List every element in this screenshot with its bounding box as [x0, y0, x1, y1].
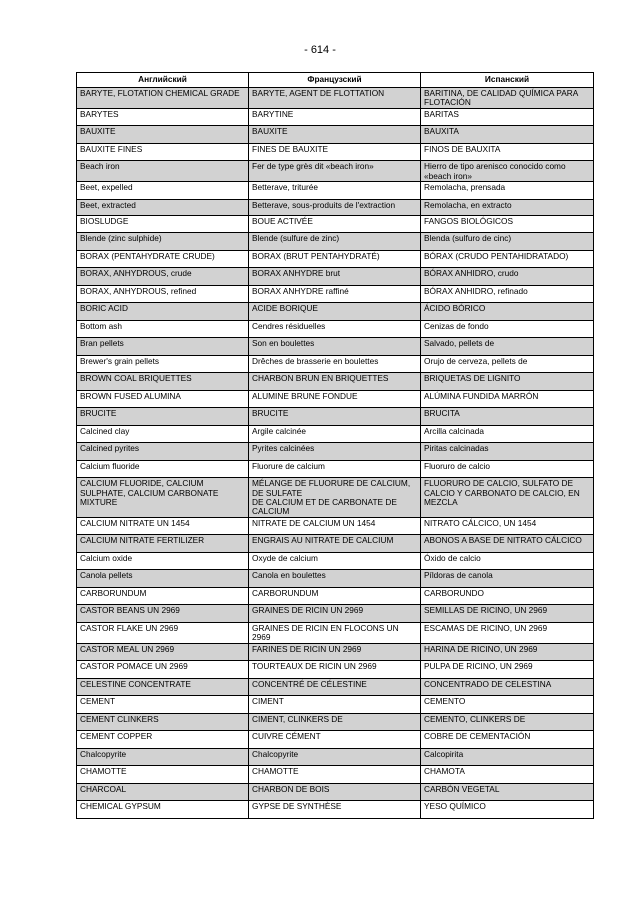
english-term: Bottom ash	[77, 320, 249, 338]
french-term: BORAX (BRUT PENTAHYDRATÉ)	[249, 250, 421, 268]
table-row	[77, 408, 594, 426]
spanish-term: CONCENTRADO DE CELESTINA	[421, 678, 594, 696]
spanish-term: BARITAS	[421, 108, 594, 126]
spanish-term: FANGOS BIOLÓGICOS	[421, 215, 594, 233]
english-term: CALCIUM FLUORIDE, CALCIUM SULPHATE, CALCIUM CARBONATE MIXTURE	[77, 478, 249, 518]
french-term: CHARBON BRUN EN BRIQUETTES	[249, 373, 421, 391]
french-term: GYPSE DE SYNTHÈSE	[249, 801, 421, 819]
spanish-term: FINOS DE BAUXITA	[421, 143, 594, 161]
table-row	[77, 182, 594, 200]
french-term: TOURTEAUX DE RICIN UN 2969	[249, 661, 421, 679]
french-term: CHARBON DE BOIS	[249, 783, 421, 801]
french-term: CARBORUNDUM	[249, 587, 421, 605]
table-row	[77, 108, 594, 126]
english-term: Calcium oxide	[77, 552, 249, 570]
table-row	[77, 303, 594, 321]
french-term: Oxyde de calcium	[249, 552, 421, 570]
table-row	[77, 199, 594, 215]
english-term: BAUXITE FINES	[77, 143, 249, 161]
english-term: BORAX (PENTAHYDRATE CRUDE)	[77, 250, 249, 268]
french-term: Argile calcinée	[249, 425, 421, 443]
spanish-term: BÓRAX (CRUDO PENTAHIDRATADO)	[421, 250, 594, 268]
table-row	[77, 143, 594, 161]
table-row	[77, 373, 594, 391]
table-row	[77, 661, 594, 679]
english-term: CALCIUM NITRATE FERTILIZER	[77, 535, 249, 553]
table-row	[77, 320, 594, 338]
french-term: BOUE ACTIVÉE	[249, 215, 421, 233]
spanish-term: CARBÓN VEGETAL	[421, 783, 594, 801]
english-term: CHARCOAL	[77, 783, 249, 801]
english-term: BRUCITE	[77, 408, 249, 426]
french-term: CUIVRE CÉMENT	[249, 731, 421, 749]
table-row	[77, 570, 594, 588]
spanish-term: ÁCIDO BÓRICO	[421, 303, 594, 321]
spanish-term: PULPA DE RICINO, UN 2969	[421, 661, 594, 679]
spanish-term: BÓRAX ANHIDRO, crudo	[421, 268, 594, 286]
spanish-term: Remolacha, prensada	[421, 182, 594, 200]
table-row	[77, 268, 594, 286]
french-term: CIMENT	[249, 696, 421, 714]
english-term: Blende (zinc sulphide)	[77, 233, 249, 251]
english-term: BIOSLUDGE	[77, 215, 249, 233]
glossary-table	[76, 72, 594, 819]
english-term: CEMENT COPPER	[77, 731, 249, 749]
table-row	[77, 250, 594, 268]
table-row	[77, 338, 594, 356]
english-term: CARBORUNDUM	[77, 587, 249, 605]
french-term: Son en boulettes	[249, 338, 421, 356]
english-term: BORAX, ANHYDROUS, crude	[77, 268, 249, 286]
french-term: BORAX ANHYDRE raffiné	[249, 285, 421, 303]
english-term: Beach iron	[77, 161, 249, 182]
french-term: Pyrites calcinées	[249, 443, 421, 461]
table-row	[77, 678, 594, 696]
spanish-term: FLUORURO DE CALCIO, SULFATO DE CALCIO Y CARBONATO DE CALCIO, EN MEZCLA	[421, 478, 594, 518]
french-term: GRAINES DE RICIN UN 2969	[249, 605, 421, 623]
spanish-term: CARBORUNDO	[421, 587, 594, 605]
english-term: CASTOR POMACE UN 2969	[77, 661, 249, 679]
spanish-term: BRUCITA	[421, 408, 594, 426]
table-row	[77, 643, 594, 661]
english-term: BARYTE, FLOTATION CHEMICAL GRADE	[77, 88, 249, 109]
english-term: Beet, expelled	[77, 182, 249, 200]
english-term: CHEMICAL GYPSUM	[77, 801, 249, 819]
english-term: BARYTES	[77, 108, 249, 126]
table-row	[77, 460, 594, 478]
english-term: Calcined clay	[77, 425, 249, 443]
french-term: Cendres résiduelles	[249, 320, 421, 338]
column-header-spanish: Испанский	[421, 73, 594, 88]
table-row	[77, 126, 594, 144]
spanish-term: HARINA DE RICINO, UN 2969	[421, 643, 594, 661]
english-term: CALCIUM NITRATE UN 1454	[77, 517, 249, 535]
spanish-term: BÓRAX ANHIDRO, refinado	[421, 285, 594, 303]
table-row	[77, 517, 594, 535]
table-row	[77, 355, 594, 373]
french-term: MÉLANGE DE FLUORURE DE CALCIUM, DE SULFATE DE CALCIUM ET DE CARBONATE DE CALCIUM	[249, 478, 421, 518]
table-row	[77, 425, 594, 443]
table-row	[77, 622, 594, 643]
spanish-term: Blenda (sulfuro de cinc)	[421, 233, 594, 251]
english-term: BORAX, ANHYDROUS, refined	[77, 285, 249, 303]
column-header-french: Французский	[249, 73, 421, 88]
table-row	[77, 766, 594, 784]
english-term: Beet, extracted	[77, 199, 249, 215]
english-term: BORIC ACID	[77, 303, 249, 321]
french-term: FARINES DE RICIN UN 2969	[249, 643, 421, 661]
table-row	[77, 552, 594, 570]
spanish-term: Salvado, pellets de	[421, 338, 594, 356]
spanish-term: Hierro de tipo arenisco conocido como «beach iron»	[421, 161, 594, 182]
spanish-term: Calcopirita	[421, 748, 594, 766]
spanish-term: Remolacha, en extracto	[421, 199, 594, 215]
english-term: Canola pellets	[77, 570, 249, 588]
table-row	[77, 478, 594, 518]
french-term: NITRATE DE CALCIUM UN 1454	[249, 517, 421, 535]
french-term: BAUXITE	[249, 126, 421, 144]
table-row	[77, 731, 594, 749]
french-term: Chalcopyrite	[249, 748, 421, 766]
french-term: BARYTE, AGENT DE FLOTTATION	[249, 88, 421, 109]
spanish-term: Píldoras de canola	[421, 570, 594, 588]
table-row	[77, 535, 594, 553]
table-row	[77, 801, 594, 819]
table-row	[77, 88, 594, 109]
table-row	[77, 748, 594, 766]
table-row	[77, 696, 594, 714]
english-term: BROWN FUSED ALUMINA	[77, 390, 249, 408]
spanish-term: COBRE DE CEMENTACIÓN	[421, 731, 594, 749]
spanish-term: CHAMOTA	[421, 766, 594, 784]
french-term: FINES DE BAUXITE	[249, 143, 421, 161]
english-term: CHAMOTTE	[77, 766, 249, 784]
french-term: Blende (sulfure de zinc)	[249, 233, 421, 251]
table-row	[77, 161, 594, 182]
english-term: CEMENT CLINKERS	[77, 713, 249, 731]
spanish-term: YESO QUÍMICO	[421, 801, 594, 819]
french-term: BARYTINE	[249, 108, 421, 126]
english-term: Calcium fluoride	[77, 460, 249, 478]
french-term: ACIDE BORIQUE	[249, 303, 421, 321]
spanish-term: SEMILLAS DE RICINO, UN 2969	[421, 605, 594, 623]
spanish-term: ALÚMINA FUNDIDA MARRÓN	[421, 390, 594, 408]
english-term: CASTOR FLAKE UN 2969	[77, 622, 249, 643]
table-row	[77, 233, 594, 251]
spanish-term: BRIQUETAS DE LIGNITO	[421, 373, 594, 391]
column-header-english: Английский	[77, 73, 249, 88]
french-term: CIMENT, CLINKERS DE	[249, 713, 421, 731]
spanish-term: BARITINA, DE CALIDAD QUÍMICA PARA FLOTACIÓN	[421, 88, 594, 109]
spanish-term: BAUXITA	[421, 126, 594, 144]
french-term: ENGRAIS AU NITRATE DE CALCIUM	[249, 535, 421, 553]
glossary-rows	[77, 88, 594, 819]
french-term: BORAX ANHYDRE brut	[249, 268, 421, 286]
table-row	[77, 215, 594, 233]
page-number: - 614 -	[304, 44, 336, 56]
french-term: Betterave, triturée	[249, 182, 421, 200]
spanish-term: Cenizas de fondo	[421, 320, 594, 338]
table-row	[77, 713, 594, 731]
english-term: BROWN COAL BRIQUETTES	[77, 373, 249, 391]
french-term: CHAMOTTE	[249, 766, 421, 784]
spanish-term: CEMENTO, CLINKERS DE	[421, 713, 594, 731]
french-term: BRUCITE	[249, 408, 421, 426]
english-term: Chalcopyrite	[77, 748, 249, 766]
spanish-term: NITRATO CÁLCICO, UN 1454	[421, 517, 594, 535]
french-term: Betterave, sous-produits de l'extraction	[249, 199, 421, 215]
english-term: Brewer's grain pellets	[77, 355, 249, 373]
french-term: ALUMINE BRUNE FONDUE	[249, 390, 421, 408]
table-row	[77, 285, 594, 303]
french-term: Fer de type grès dit «beach iron»	[249, 161, 421, 182]
table-row	[77, 783, 594, 801]
spanish-term: CEMENTO	[421, 696, 594, 714]
english-term: Bran pellets	[77, 338, 249, 356]
table-row	[77, 605, 594, 623]
english-term: Calcined pyrites	[77, 443, 249, 461]
spanish-term: Piritas calcinadas	[421, 443, 594, 461]
english-term: CASTOR BEANS UN 2969	[77, 605, 249, 623]
table-row	[77, 587, 594, 605]
spanish-term: Fluoruro de calcio	[421, 460, 594, 478]
french-term: GRAINES DE RICIN EN FLOCONS UN 2969	[249, 622, 421, 643]
spanish-term: Óxido de calcio	[421, 552, 594, 570]
spanish-term: ESCAMAS DE RICINO, UN 2969	[421, 622, 594, 643]
french-term: Canola en boulettes	[249, 570, 421, 588]
english-term: CELESTINE CONCENTRATE	[77, 678, 249, 696]
english-term: CASTOR MEAL UN 2969	[77, 643, 249, 661]
header-row	[77, 73, 594, 88]
french-term: CONCENTRÉ DE CÉLESTINE	[249, 678, 421, 696]
table-row	[77, 443, 594, 461]
spanish-term: ABONOS A BASE DE NITRATO CÁLCICO	[421, 535, 594, 553]
spanish-term: Orujo de cerveza, pellets de	[421, 355, 594, 373]
spanish-term: Arcilla calcinada	[421, 425, 594, 443]
french-term: Fluorure de calcium	[249, 460, 421, 478]
english-term: BAUXITE	[77, 126, 249, 144]
french-term: Drêches de brasserie en boulettes	[249, 355, 421, 373]
english-term: CEMENT	[77, 696, 249, 714]
table-row	[77, 390, 594, 408]
